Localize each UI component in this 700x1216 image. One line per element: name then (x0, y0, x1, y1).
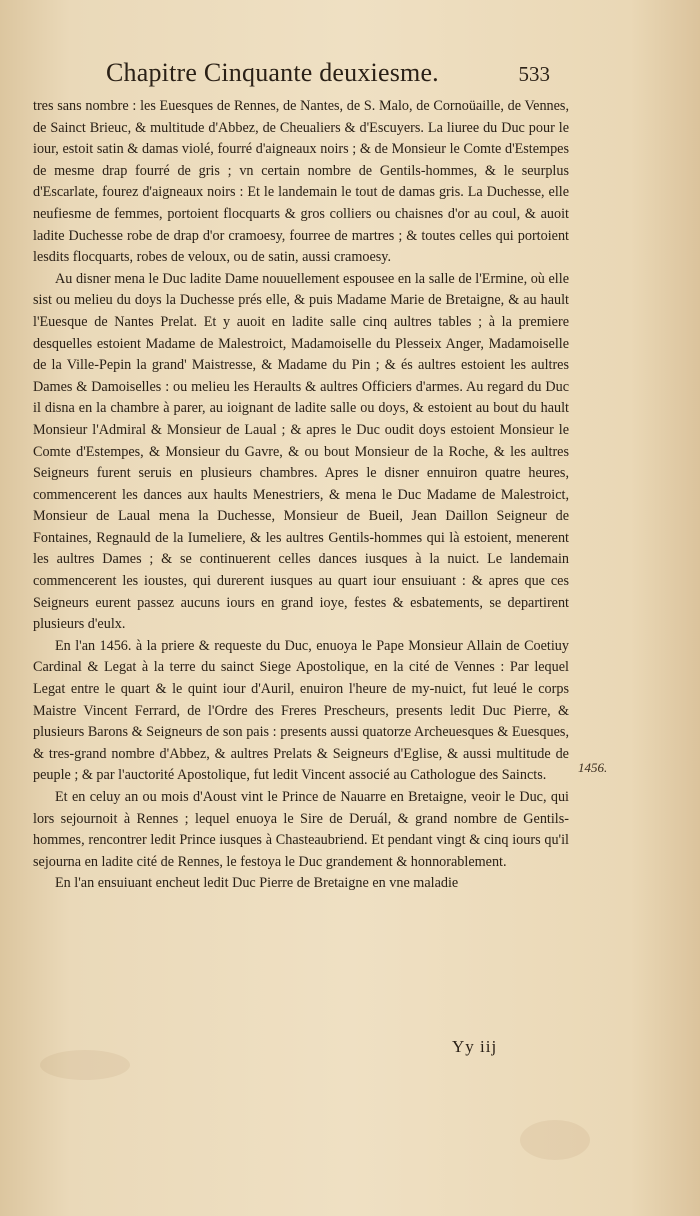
paragraph: En l'an ensuiuant encheut ledit Duc Pierre de Bretaigne en vne maladie (55, 875, 459, 892)
paragraph: En l'an 1456. à la priere & requeste du Duc, enuoya le Pape Monsieur Allain de Coetiuy Cardinal & Legat à la terre du sainct Siege Apostolique, en la cité de Vennes : Par lequel Legat entre le quart & le quint iour d'Auril, enuiron l'heure de my-nuict, fut leué le corps Maistre Vincent Ferrard, de l'Ordre des Freres Prescheurs, presents ledit Duc Pierre, & plusieurs Barons & Seigneurs de son pais : presents aussi quatorze Archeuesques & Euesques, & tres-grand nombre d'Abbez, & aultres Prelats & Seigneurs d'Eglise, & aussi multitude de peuple ; & par l'auctorité Apostolique, fut ledit Vincent associé au Cathologue des Saincts. (33, 637, 569, 784)
page-number: 533 (518, 62, 550, 86)
page-header (100, 58, 550, 94)
paragraph: tres sans nombre : les Euesques de Rennes, de Nantes, de S. Malo, de Cornoüaille, de Vennes, de Sainct Brieuc, & multitude d'Abbez, de Cheualiers & d'Escuyers. La liuree du Duc pour le iour, estoit satin & damas violé, fourré d'aigneaux noirs ; & de Monsieur le Comte d'Estempes de mesme drap fourré de gris ; vn certain nombre de Gentils-hommes, & le seurplus d'Escarlate, fourez d'aigneaux noirs : Et le landemain le tout de damas gris. La Duchesse, elle neufiesme de femmes, portoient flocquarts & gros colliers ou chaisnes d'or au coul, & auoit ladite Duchesse robe de drap d'or cramoesy, fourree de martres ; & toutes celles qui portoient lesdits flocquarts, robes de veloux, ou de satin, aussi cramoesy. (33, 98, 569, 266)
signature-mark: Yy iij (452, 1037, 498, 1056)
running-title: Chapitre Cinquante deuxiesme. (106, 58, 439, 87)
paper-stain (40, 1050, 130, 1080)
body-text (33, 96, 569, 895)
paragraph: Au disner mena le Duc ladite Dame nouuellement espousee en la salle de l'Ermine, où elle sist ou melieu du doys la Duchesse prés elle, & puis Madame Marie de Bretaigne, & au hault l'Euesque de Nantes Prelat. Et y auoit en ladite salle cinq aultres tables ; à la premiere desquelles estoient Madame de Malestroict, Madamoiselle du Plesseix Anger, Madamoiselle de la Ville-Pepin la grand' Maistresse, & Madame du Pin ; & és aultres estoient les aultres Dames & Damoiselles : ou melieu les Heraults & aultres Officiers d'armes. Au regard du Duc il disna en la chambre à parer, au ioignant de ladite salle ou doys, & estoient au bout du hault Monsieur l'Admiral & Monsieur de Laual ; & apres le Duc oudit doys estoient Monsieur le Comte d'Estempes, & Monsieur du Gavre, & ou bout Monsieur de la Roche, & les aultres Seigneurs furent seruis en plusieurs chambres. Apres le disner ennuiron quatre heures, commencerent les dances aux haults Menestriers, & mena le Duc Madame de Malestroict, Monsieur de Laual mena la Duchesse, Monsieur de Bueil, Jean Daillon Seigneur de Fontaines, Regnauld de la Iumeliere, & les aultres Gentils-hommes qui là estoient, menerent les aultres Dames ; & se continuerent celles dances iusques à la nuict. Le landemain commencerent les ioustes, qui durerent iusques au quart iour ensuiuant : & apres que ces Seigneurs eurent passez aucuns iours en grand ioye, festes & esbatements, se departirent plusieurs d'eulx. (33, 270, 569, 633)
paper-stain (520, 1120, 590, 1160)
paragraph: Et en celuy an ou mois d'Aoust vint le Prince de Nauarre en Bretaigne, veoir le Duc, qui lors sejournoit à Rennes ; lequel enuoya le Sire de Deruál, & grand nombre de Gentils-hommes, rencontrer ledit Prince iusques à Chasteaubriend. Et pendant vingt & cinq iours qu'il sejourna en ladite cité de Rennes, le festoya le Duc grandement & honnorablement. (33, 789, 569, 870)
margin-note-year: 1456. (578, 760, 608, 775)
